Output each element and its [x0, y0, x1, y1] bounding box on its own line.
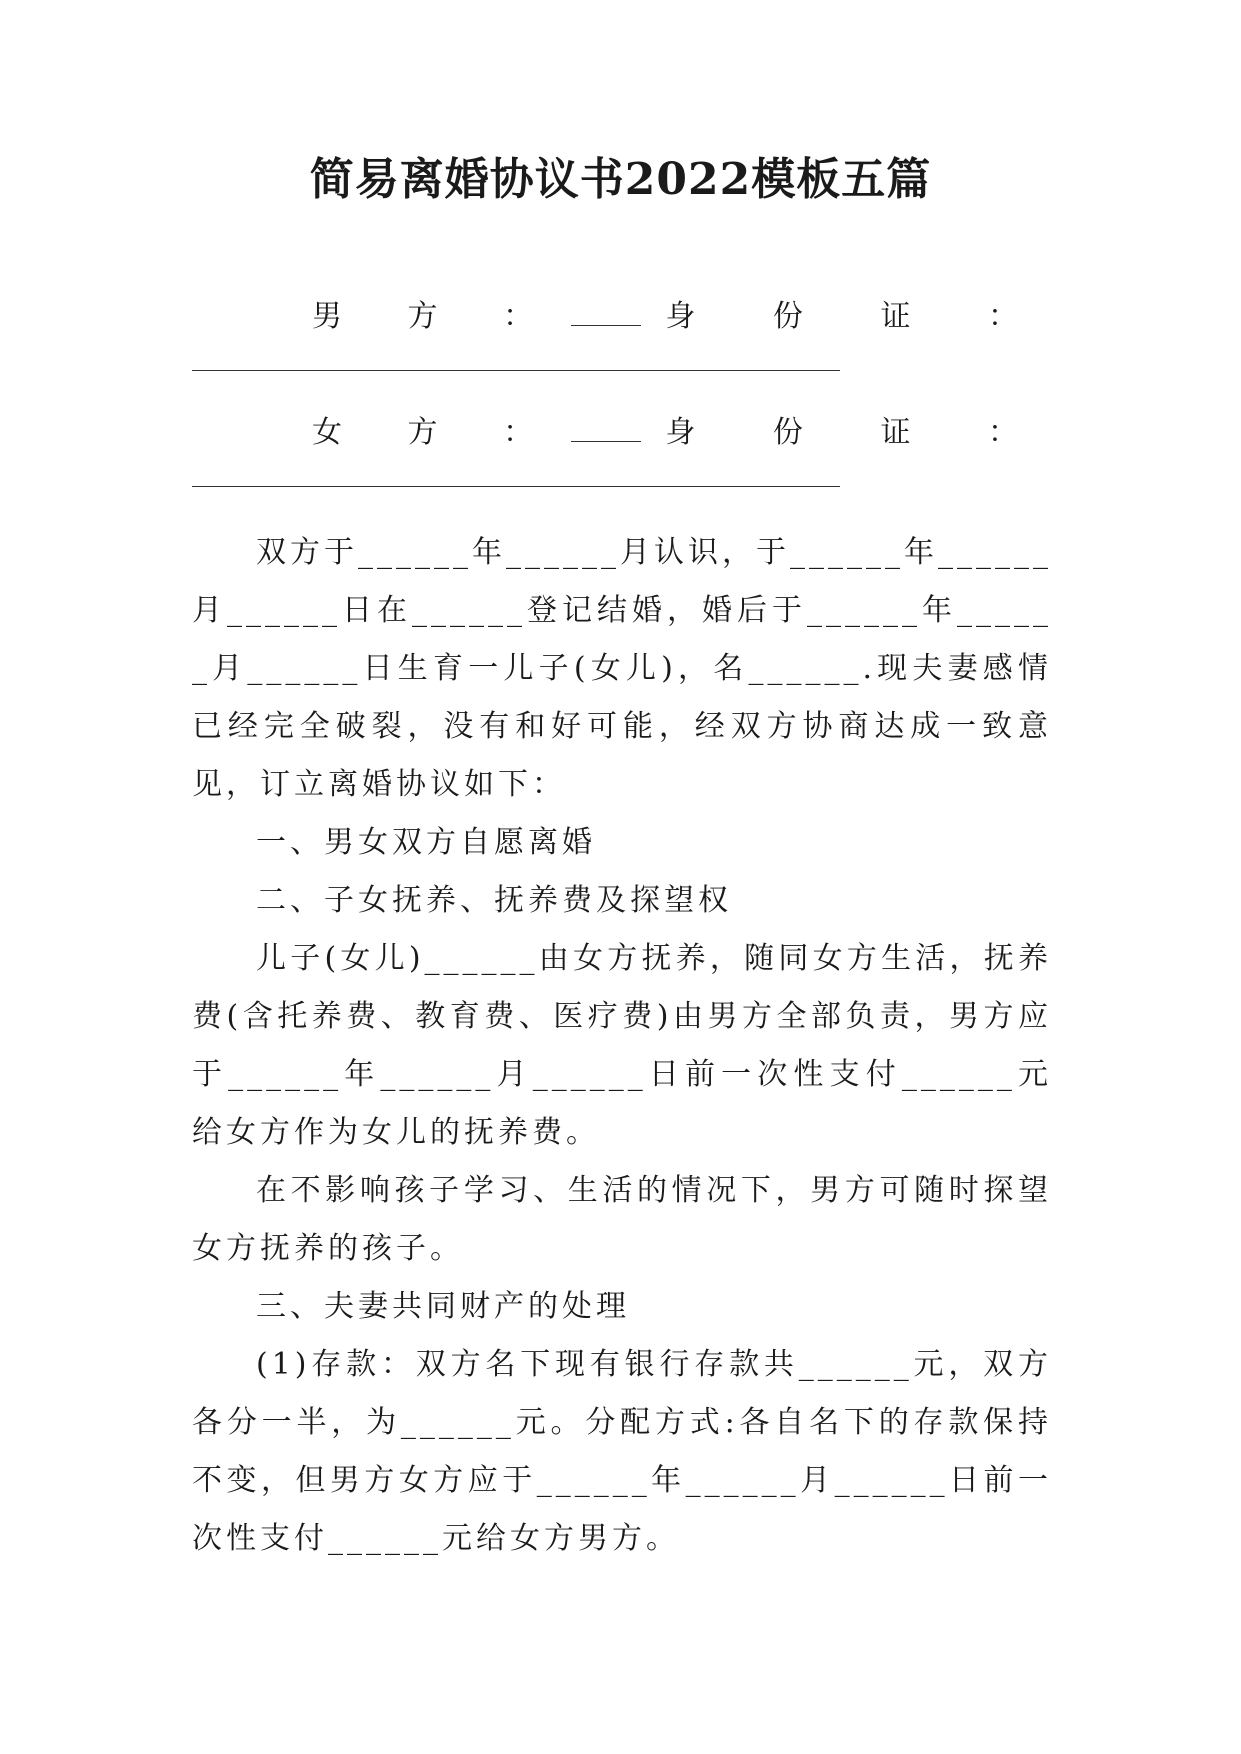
male-party-line — [192, 288, 1052, 346]
section-one-heading: 一、男女双方自愿离婚 — [256, 825, 596, 860]
document-body — [192, 288, 1052, 1568]
female-id-label: 身 份 证 ： — [665, 415, 1052, 450]
male-name-blank — [571, 301, 641, 326]
female-name-blank — [571, 417, 641, 442]
section-two-heading: 二、子女抚养、抚养费及探望权 — [256, 883, 732, 918]
male-id-label: 身 份 证 ： — [665, 299, 1052, 334]
savings-paragraph: (1)存款：双方名下现有银行存款共______元，双方各分一半，为______元。分配方式:各自名下的存款保持不变，但男方女方应于______年______月______日前一次性支付______元给女方男方。 — [192, 1347, 1052, 1556]
custody-paragraph: 儿子(女儿)______由女方抚养，随同女方生活，抚养费(含托养费、教育费、医疗费)由男方全部负责，男方应于______年______月______日前一次性支付______元给女方作为女儿的抚养费。 — [192, 941, 1052, 1150]
female-party-label: 女 方 ： — [312, 415, 562, 450]
section-three-heading: 三、夫妻共同财产的处理 — [256, 1289, 630, 1324]
document-title: 简易离婚协议书2022模板五篇 — [309, 154, 932, 205]
male-id-blank — [192, 346, 1052, 404]
female-id-blank — [192, 462, 1052, 520]
intro-paragraph: 双方于______年______月认识，于______年______月______日在______登记结婚，婚后于______年______月______日生育一儿子(女儿)，名______.现夫妻感情已经完全破裂，没有和好可能，经双方协商达成一致意见，订立离婚协议如下： — [192, 535, 1052, 802]
male-party-label: 男 方 ： — [312, 299, 562, 334]
visitation-paragraph: 在不影响孩子学习、生活的情况下，男方可随时探望女方抚养的孩子。 — [192, 1173, 1052, 1266]
female-party-line — [192, 404, 1052, 462]
